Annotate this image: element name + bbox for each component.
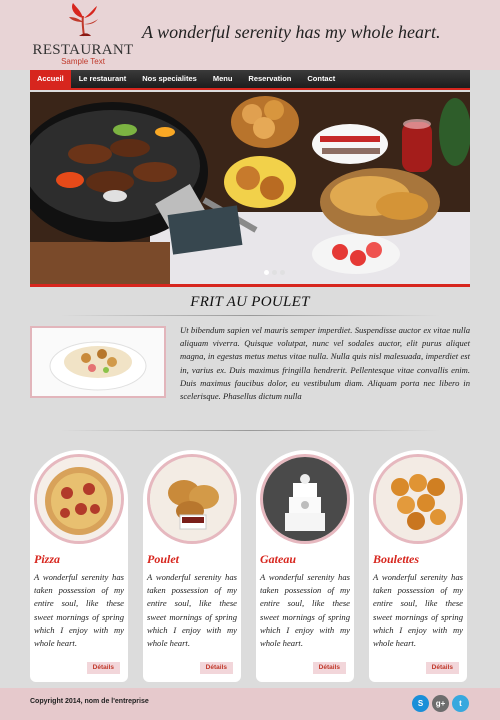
featured-description: Ut bibendum sapien vel mauris semper imperdiet. Suspendisse auctor ex vitae nulla aliquam viverra. Quisque volutpat, nunc vel sodales auctor, elit purus aliquet magna, in egestas metus metus vitae nulla. Nulla quis nisl malesuada, imperdiet est in, varius ex. Duis maximus fringilla hendrerit. Pellentesque vitae convallis enim. Duis maximus faucibus dolor, eu vestibulum diam. Aliquam porta nec libero in scelerisque. Phasellus dictum nulla — [180, 325, 470, 402]
copyright-text: Copyright 2014, nom de l'entreprise — [30, 698, 149, 705]
card-description: A wonderful serenity has taken possession of my entire soul, like these sweet mornings of spring which I enjoy with my whole heart. — [147, 572, 237, 649]
card-description: A wonderful serenity has taken possession of my entire soul, like these sweet mornings of spring which I enjoy with my whole heart. — [260, 572, 350, 649]
card-description: A wonderful serenity has taken possession of my entire soul, like these sweet mornings of spring which I enjoy with my whole heart. — [373, 572, 463, 649]
logo-flower-icon — [64, 2, 104, 38]
wedding-cake-image — [260, 454, 350, 544]
slider-dot[interactable] — [280, 270, 285, 275]
main-nav — [30, 70, 470, 90]
logo-text: RESTAURANT — [32, 42, 134, 58]
title-divider — [60, 315, 440, 316]
details-button-boulettes[interactable]: Détails — [426, 662, 459, 674]
site-header — [0, 0, 500, 70]
card-title-gateau[interactable]: Gateau — [260, 552, 296, 566]
meatballs-image — [373, 454, 463, 544]
site-footer — [0, 688, 500, 720]
slider-dots — [264, 262, 288, 270]
bbq-feast-illustration — [30, 92, 470, 284]
nav-item-menu[interactable]: Menu — [212, 74, 233, 83]
header-tagline: A wonderful serenity has my whole heart. — [142, 22, 441, 42]
featured-dish-image — [30, 326, 166, 398]
slider-dot[interactable] — [264, 270, 269, 275]
twitter-icon[interactable]: t — [452, 695, 469, 712]
card-description: A wonderful serenity has taken possession of my entire soul, like these sweet mornings of spring which I enjoy with my whole heart. — [34, 572, 124, 649]
slider-dot[interactable] — [272, 270, 277, 275]
details-button-poulet[interactable]: Détails — [200, 662, 233, 674]
pizza-image — [34, 454, 124, 544]
nav-item-reservation[interactable]: Reservation — [248, 74, 292, 83]
card-title-boulettes[interactable]: Boulettes — [373, 552, 420, 566]
details-button-pizza[interactable]: Détails — [87, 662, 120, 674]
logo-subtext: Sample Text — [61, 57, 105, 66]
hero-banner-image — [30, 92, 470, 284]
featured-title: FRIT AU POULET — [190, 294, 310, 310]
nav-item-nos-specialites[interactable]: Nos specialites — [142, 74, 197, 83]
nav-item-accueil[interactable]: Accueil — [30, 70, 71, 88]
google-plus-icon[interactable]: g+ — [432, 695, 449, 712]
section-divider — [60, 430, 440, 431]
banner-divider — [30, 284, 470, 287]
skype-icon[interactable]: S — [412, 695, 429, 712]
details-button-gateau[interactable]: Détails — [313, 662, 346, 674]
restaurant-logo[interactable] — [28, 0, 138, 68]
nav-item-contact[interactable]: Contact — [307, 74, 336, 83]
card-title-pizza[interactable]: Pizza — [34, 552, 61, 566]
card-title-poulet[interactable]: Poulet — [147, 552, 179, 566]
nav-item-le-restaurant[interactable]: Le restaurant — [78, 74, 127, 83]
fried-chicken-image — [147, 454, 237, 544]
